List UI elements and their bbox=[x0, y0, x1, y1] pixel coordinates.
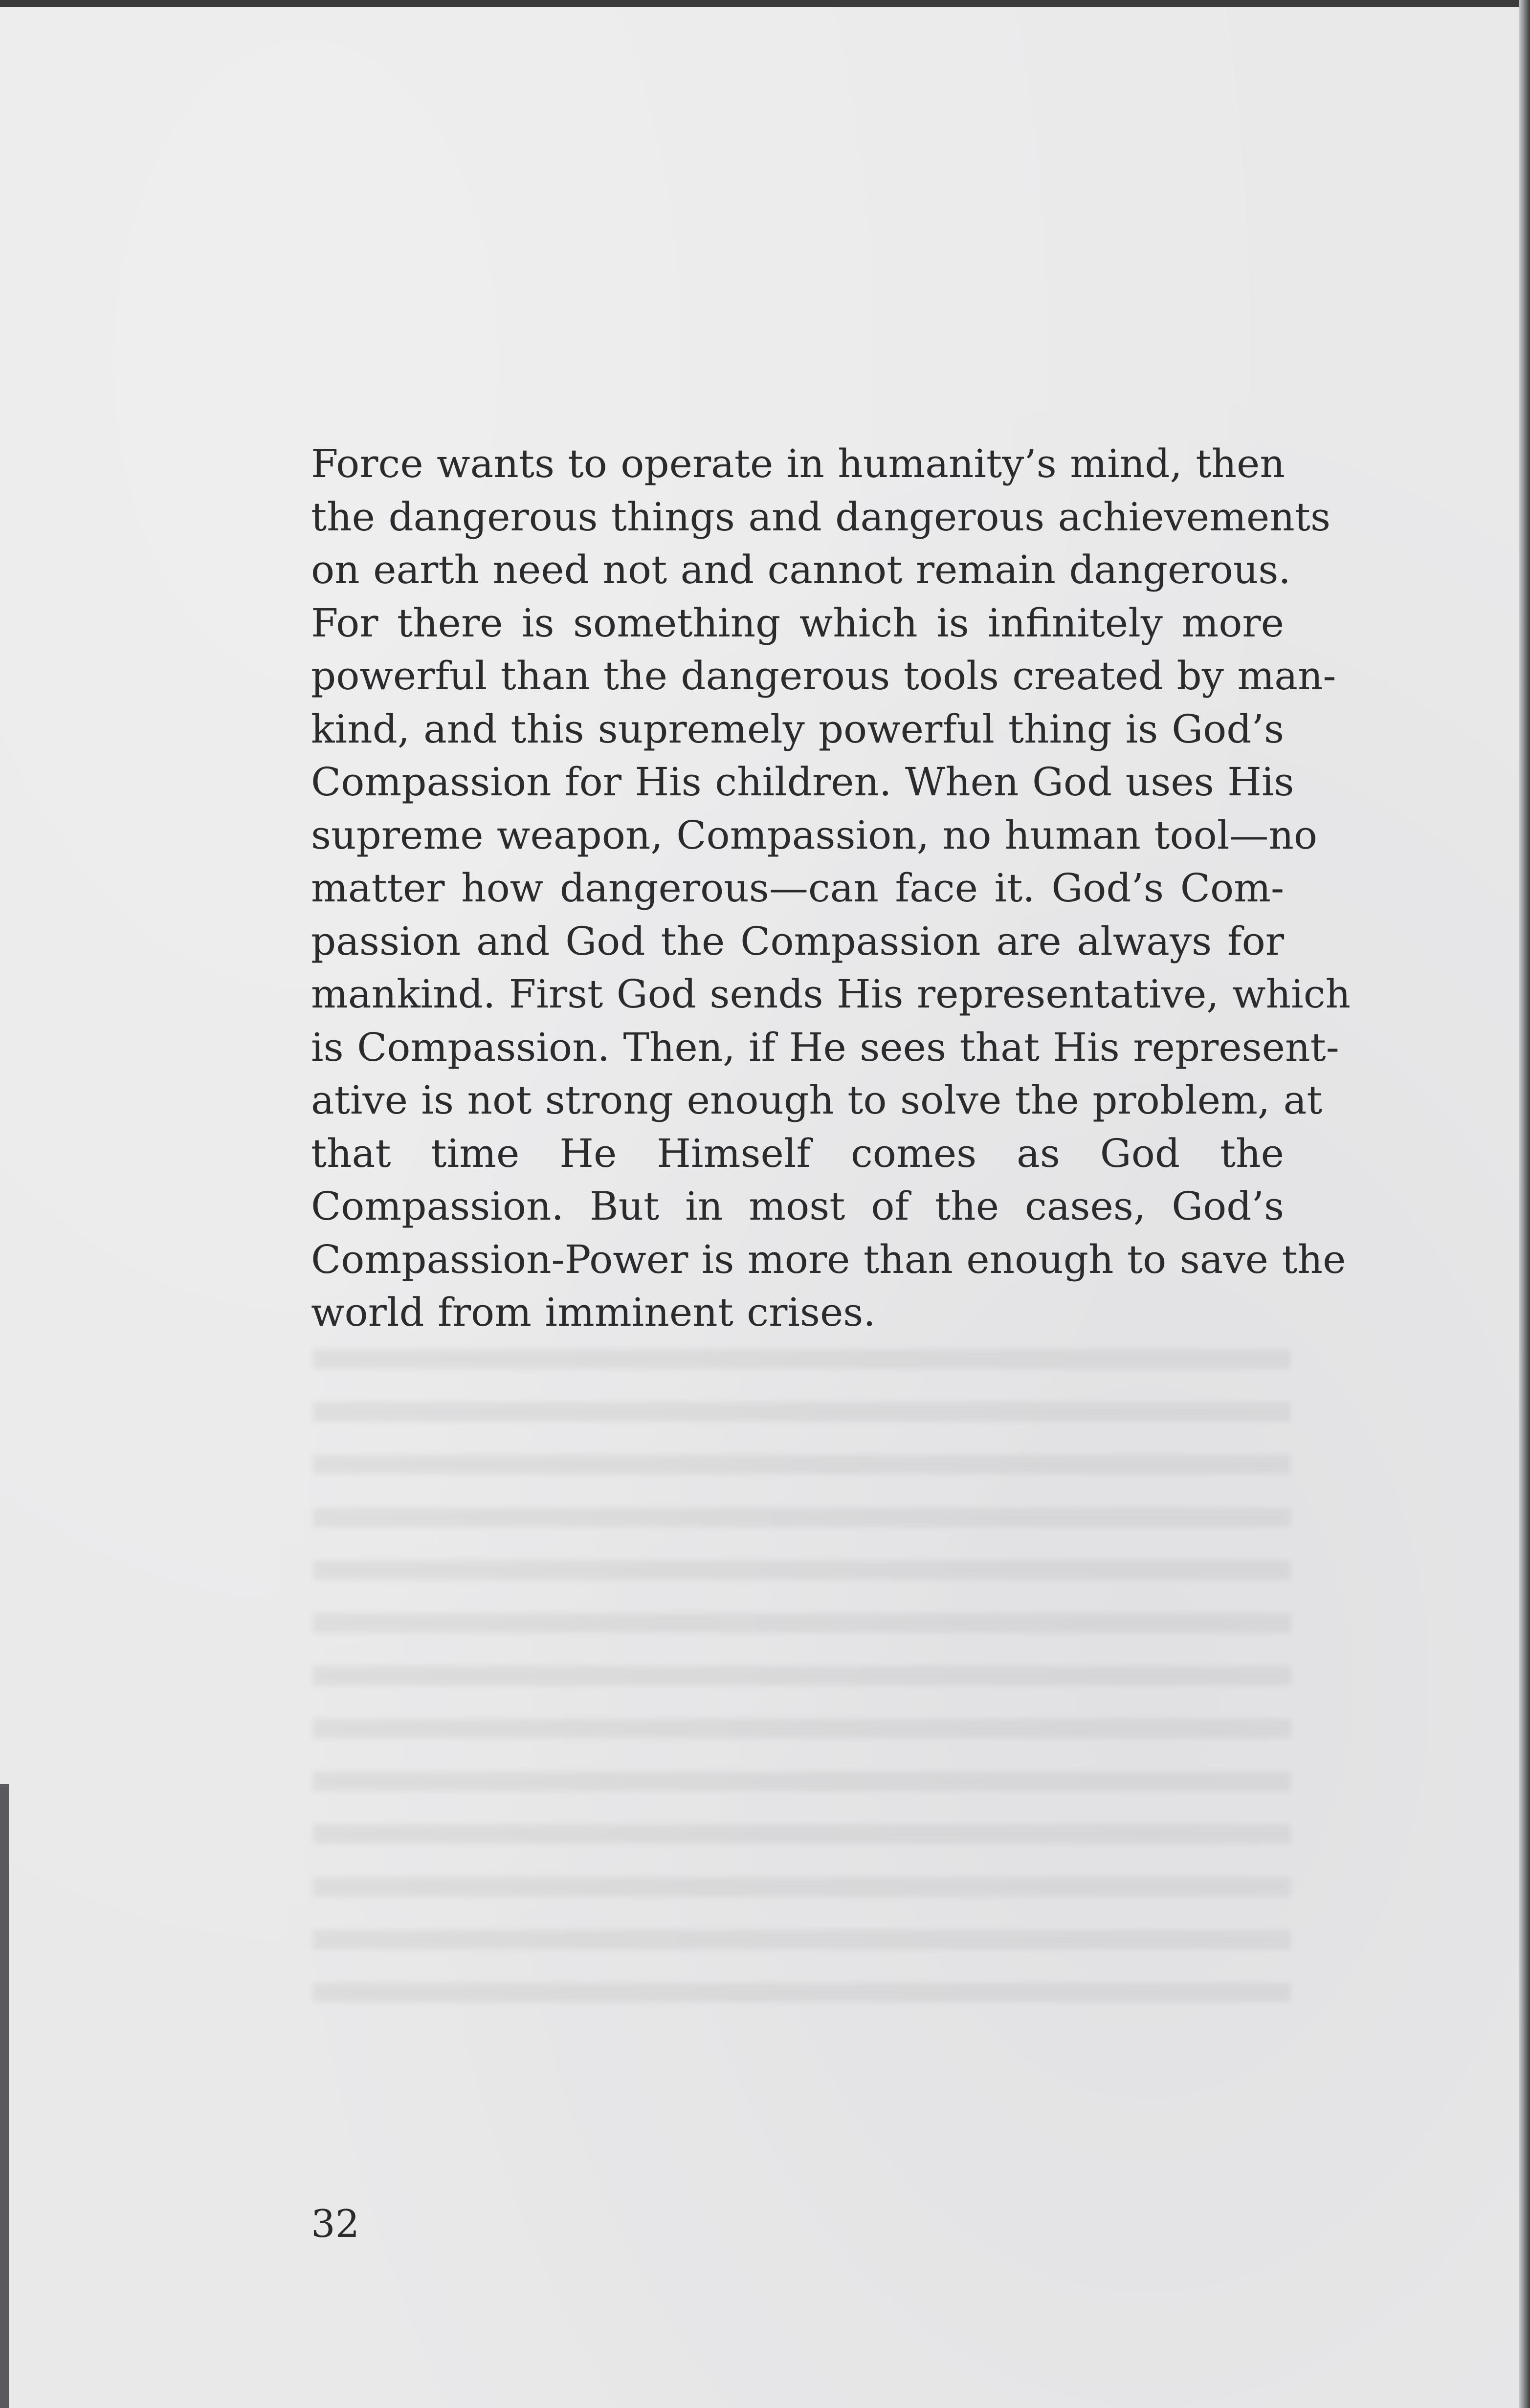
scan-edge-top bbox=[0, 0, 1530, 7]
body-paragraph bbox=[311, 438, 1351, 1339]
text-line: supreme weapon, Compassion, no human tool—no bbox=[311, 812, 1318, 858]
show-through-text bbox=[313, 1349, 1291, 2009]
text-line: Compassion for His children. When God uses His bbox=[311, 759, 1294, 805]
text-line: on earth need not and cannot remain dangerous. bbox=[311, 547, 1291, 592]
text-line: the dangerous things and dangerous achievements bbox=[311, 494, 1330, 540]
text-line: Compassion. But in most of the cases, God’s bbox=[311, 1183, 1284, 1229]
scan-edge-right bbox=[1519, 0, 1530, 2408]
text-line: kind, and this supremely powerful thing is God’s bbox=[311, 706, 1284, 752]
text-line: is Compassion. Then, if He sees that His represent- bbox=[311, 1024, 1339, 1070]
text-line: mankind. First God sends His representative, which bbox=[311, 971, 1351, 1017]
text-line: passion and God the Compassion are always for bbox=[311, 918, 1284, 964]
text-line: that time He Himself comes as God the bbox=[311, 1130, 1284, 1176]
text-line: Compassion-Power is more than enough to save the bbox=[311, 1236, 1346, 1282]
scan-edge-left bbox=[0, 1784, 9, 2408]
text-line: powerful than the dangerous tools created by man- bbox=[311, 653, 1336, 699]
text-line: ative is not strong enough to solve the problem, at bbox=[311, 1077, 1323, 1123]
text-line: Force wants to operate in humanity’s mind, then bbox=[311, 441, 1285, 486]
page-number: 32 bbox=[311, 2202, 360, 2246]
text-line: For there is something which is infinitely more bbox=[311, 600, 1284, 646]
text-line: world from imminent crises. bbox=[311, 1290, 876, 1335]
text-line: matter how dangerous—can face it. God’s Com- bbox=[311, 865, 1284, 911]
